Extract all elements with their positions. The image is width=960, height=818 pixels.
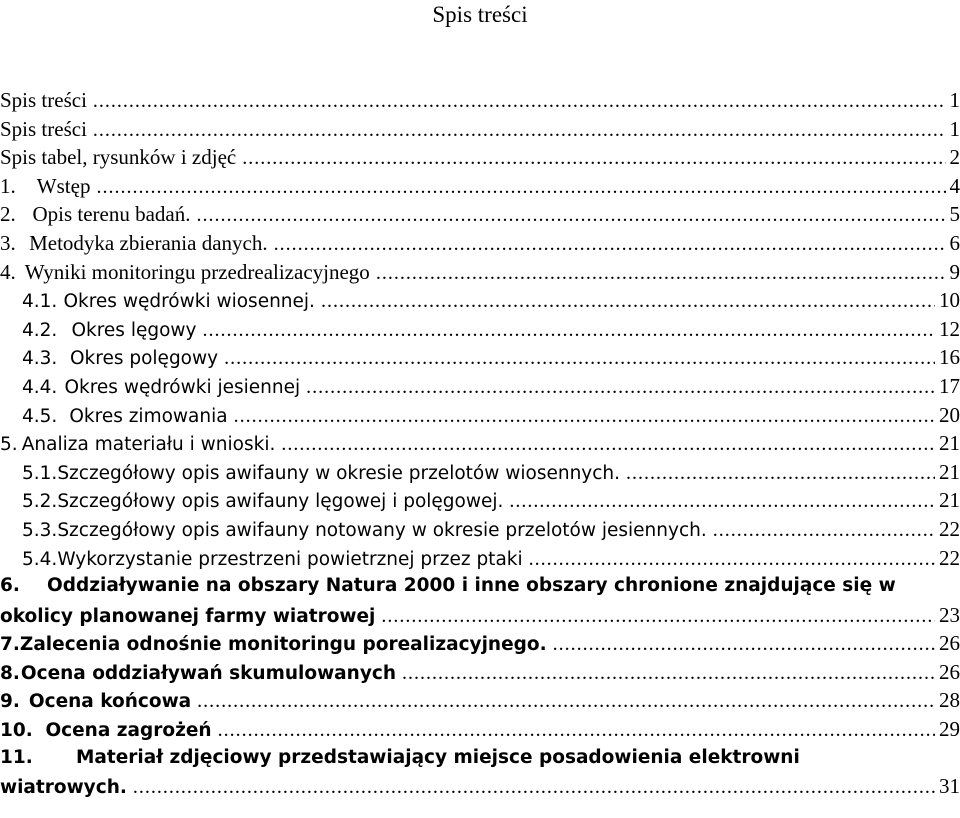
toc-entry-page: 1 xyxy=(949,88,960,112)
toc-entry-page: 2 xyxy=(949,145,960,170)
toc-entry-label: Metodyka zbierania danych. xyxy=(29,230,268,255)
toc-entry-number: 2. xyxy=(0,202,16,227)
toc-entry[interactable] xyxy=(0,172,960,201)
toc-entry-page: 4 xyxy=(949,173,960,198)
toc-entry-label: Ocena oddziaływań skumulowanych xyxy=(20,662,397,684)
toc-entry-label: Okres zimowania xyxy=(69,405,228,427)
toc-entry-label: Ocena zagrożeń xyxy=(45,720,212,742)
toc-entry-label: Oddziaływanie na obszary Natura 2000 i inne obszary chronione znajdujące się w xyxy=(47,575,896,597)
toc-entry-page: 20 xyxy=(939,402,960,427)
toc-entry-label: Spis treści xyxy=(0,88,87,112)
toc-entry-label-cont: wiatrowych. xyxy=(0,777,127,799)
dot-leader xyxy=(274,230,946,259)
toc-entry-page: 29 xyxy=(939,717,960,742)
toc-entry-page: 26 xyxy=(939,631,960,656)
toc-entry[interactable] xyxy=(0,744,960,801)
toc-entry-page: 21 xyxy=(939,459,960,484)
toc-entry-number: 8. xyxy=(0,662,20,684)
toc-entry-number: 5.2. xyxy=(22,491,58,513)
toc-entry-number: 4.4. xyxy=(22,376,58,398)
toc-entry-page: 22 xyxy=(939,545,960,570)
toc-entry[interactable] xyxy=(0,629,960,658)
dot-leader xyxy=(626,459,935,488)
toc-entry-page: 9 xyxy=(949,259,960,284)
dot-leader xyxy=(306,373,935,402)
toc-entry-continuation xyxy=(0,772,960,801)
toc-entry-label: Okres wędrówki wiosennej. xyxy=(63,291,315,313)
dot-leader xyxy=(197,201,946,230)
toc-entry-label-cont: okolicy planowanej farmy wiatrowej xyxy=(0,605,376,627)
toc-entry-page: 5 xyxy=(949,202,960,227)
toc-entry-number: 4.2. xyxy=(22,319,58,341)
toc-entry[interactable] xyxy=(0,115,960,144)
toc-entry-label: Wstęp xyxy=(36,173,91,198)
toc-entry[interactable] xyxy=(0,343,960,372)
toc-entry[interactable] xyxy=(0,486,960,515)
toc-entry-continuation xyxy=(0,601,960,630)
toc-entry-label: Szczegółowy opis awifauny notowany w okresie przelotów jesiennych. xyxy=(57,519,707,541)
toc-entry-page: 21 xyxy=(939,431,960,456)
dot-leader xyxy=(402,659,935,688)
dot-leader xyxy=(96,173,945,202)
toc-entry[interactable] xyxy=(0,315,960,344)
dot-leader xyxy=(713,516,935,545)
toc-entry[interactable] xyxy=(0,544,960,573)
dot-leader xyxy=(133,773,935,802)
toc-entry-number: 5.4. xyxy=(22,548,58,570)
toc-entry-label: Zalecenia odnośnie monitoringu porealizacyjnego. xyxy=(19,634,547,656)
toc-entry-label: Wykorzystanie przestrzeni powietrznej przez ptaki xyxy=(57,548,523,570)
toc-entry-number: 5.3. xyxy=(22,519,58,541)
toc-entry-label: Wyniki monitoringu przedrealizacyjnego xyxy=(24,259,370,284)
toc-entry-label: Spis tabel, rysunków i zdjęć xyxy=(0,145,237,170)
dot-leader xyxy=(529,545,935,574)
toc-entry-number: 4.5. xyxy=(22,405,58,427)
toc-entry[interactable] xyxy=(0,429,960,458)
table-of-contents xyxy=(0,86,960,801)
toc-entry-label: Szczegółowy opis awifauny w okresie przelotów wiosennych. xyxy=(57,462,621,484)
toc-entry-label: Spis treści xyxy=(0,116,87,141)
toc-entry-number: 10. xyxy=(0,720,33,742)
toc-entry-page: 1 xyxy=(949,116,960,141)
toc-entry[interactable] xyxy=(0,258,960,287)
toc-entry[interactable] xyxy=(0,286,960,315)
dot-leader xyxy=(202,316,935,345)
dot-leader xyxy=(93,87,946,116)
toc-entry-label: Materiał zdjęciowy przedstawiający miejsce posadowienia elektrowni xyxy=(76,746,800,768)
toc-entry-label: Okres wędrówki jesiennej xyxy=(64,376,301,398)
toc-entry-label: Analiza materiału i wnioski. xyxy=(21,434,276,456)
toc-entry-number: 11. xyxy=(0,746,33,768)
toc-entry[interactable] xyxy=(0,143,960,172)
toc-entry[interactable] xyxy=(0,372,960,401)
toc-entry[interactable] xyxy=(0,229,960,258)
dot-leader xyxy=(218,716,935,745)
toc-entry-number: 7. xyxy=(0,634,20,656)
toc-entry[interactable] xyxy=(0,401,960,430)
toc-entry-page: 10 xyxy=(939,288,960,313)
toc-entry[interactable] xyxy=(0,572,960,629)
toc-entry-label: Szczegółowy opis awifauny lęgowej i polęgowej. xyxy=(57,491,504,513)
toc-entry[interactable] xyxy=(0,458,960,487)
toc-entry-label: Ocena końcowa xyxy=(28,691,192,713)
toc-entry-number: 5. xyxy=(0,434,18,456)
toc-entry-number: 9. xyxy=(0,691,20,713)
toc-entry-page: 12 xyxy=(939,316,960,341)
toc-entry-page: 31 xyxy=(939,774,960,799)
toc-entry-number: 5.1. xyxy=(22,462,58,484)
toc-entry-number: 6. xyxy=(0,575,20,597)
toc-entry-number: 3. xyxy=(0,230,16,255)
toc-entry-page: 22 xyxy=(939,516,960,541)
toc-entry-first-line xyxy=(0,572,960,601)
toc-entry-page: 17 xyxy=(939,373,960,398)
toc-entry[interactable] xyxy=(0,86,960,115)
page-title: Spis treści xyxy=(432,2,528,27)
toc-entry-page: 6 xyxy=(949,230,960,255)
dot-leader xyxy=(234,402,935,431)
toc-entry[interactable] xyxy=(0,658,960,687)
toc-entry-first-line xyxy=(0,744,960,773)
dot-leader xyxy=(224,344,935,373)
toc-entry-page: 26 xyxy=(939,659,960,684)
toc-entry-page: 23 xyxy=(939,602,960,627)
toc-entry-label: Opis terenu badań. xyxy=(32,202,191,227)
toc-entry-number: 4.1. xyxy=(22,291,58,313)
toc-entry-page: 28 xyxy=(939,688,960,713)
toc-entry-number: 4. xyxy=(0,259,16,284)
toc-entry-label: Okres polęgowy xyxy=(69,348,219,370)
dot-leader xyxy=(281,430,935,459)
dot-leader xyxy=(242,144,945,173)
toc-entry-page: 21 xyxy=(939,488,960,513)
dot-leader xyxy=(509,487,935,516)
toc-entry[interactable] xyxy=(0,200,960,229)
toc-entry-label: Okres lęgowy xyxy=(71,319,197,341)
toc-entry[interactable] xyxy=(0,515,960,544)
toc-entry-number: 4.3. xyxy=(22,348,58,370)
toc-entry-number: 1. xyxy=(0,173,16,198)
dot-leader xyxy=(321,287,935,316)
toc-entry-page: 16 xyxy=(939,345,960,370)
dot-leader xyxy=(197,687,935,716)
dot-leader xyxy=(376,259,946,288)
dot-leader xyxy=(93,116,946,145)
dot-leader xyxy=(553,630,935,659)
dot-leader xyxy=(381,602,935,631)
toc-entry[interactable] xyxy=(0,686,960,715)
toc-entry[interactable] xyxy=(0,715,960,744)
